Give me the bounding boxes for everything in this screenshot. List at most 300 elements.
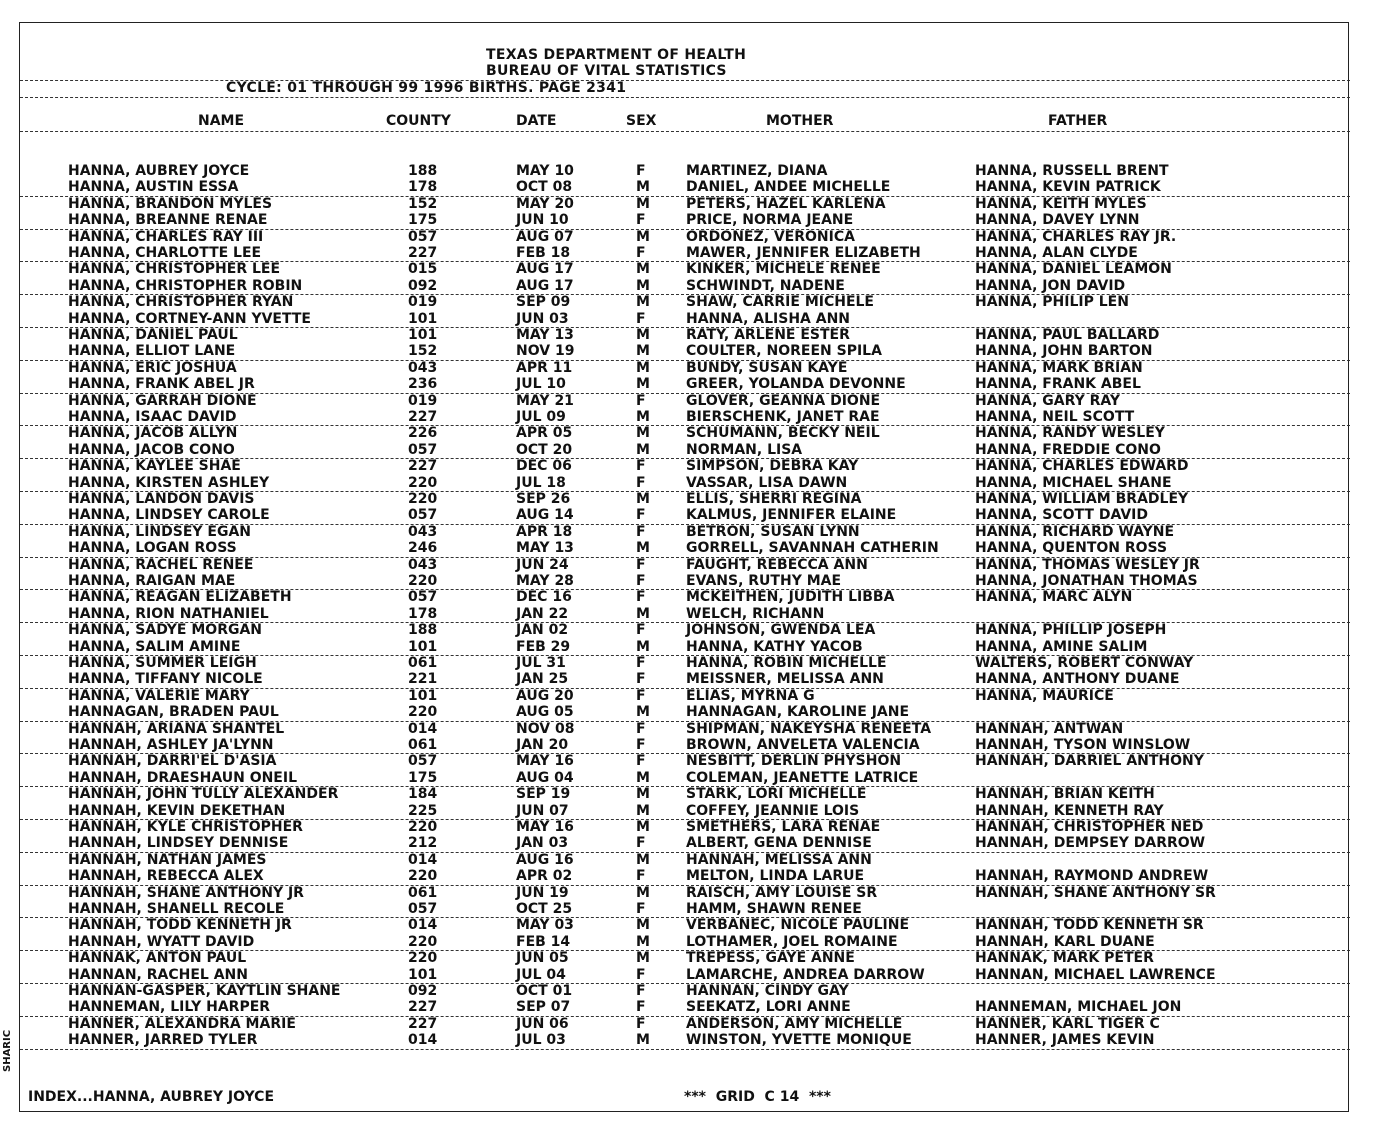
cell-county: 178: [408, 605, 438, 622]
cell-sex: F: [636, 999, 646, 1016]
table-row: [20, 343, 1350, 360]
cell-county: 227: [408, 409, 438, 425]
cell-father: HANNA, NEIL SCOTT: [975, 409, 1135, 425]
table-row: [20, 770, 1350, 787]
cell-sex: F: [636, 655, 646, 671]
cell-name: HANNA, SADYE MORGAN: [68, 622, 263, 639]
cell-mother: TREPESS, GAYE ANNE: [686, 950, 855, 967]
cell-name: HANNA, AUBREY JOYCE: [68, 163, 250, 179]
cell-name: HANNA, KIRSTEN ASHLEY: [68, 474, 270, 491]
cell-date: JAN 22: [516, 605, 569, 622]
table-row: [20, 655, 1350, 671]
cell-sex: M: [636, 277, 650, 294]
cell-sex: F: [636, 163, 646, 179]
cell-father: HANNAH, RAYMOND ANDREW: [975, 868, 1209, 885]
cell-father: HANNA, PHILLIP JOSEPH: [975, 622, 1167, 639]
cell-county: 043: [408, 523, 438, 540]
table-row: [20, 458, 1350, 474]
cell-county: 178: [408, 179, 438, 196]
cell-name: HANNAH, ARIANA SHANTEL: [68, 720, 285, 737]
cell-date: OCT 20: [516, 441, 573, 458]
cell-father: HANNA, JON DAVID: [975, 277, 1126, 294]
table-row: [20, 721, 1350, 737]
cell-name: HANNAGAN, BRADEN PAUL: [68, 704, 279, 721]
cell-name: HANNA, TIFFANY NICOLE: [68, 671, 263, 688]
cell-mother: ANDERSON, AMY MICHELLE: [686, 1015, 903, 1032]
cell-mother: ELLIS, SHERRI REGINA: [686, 491, 862, 507]
cell-county: 220: [408, 474, 438, 491]
table-row: [20, 163, 1350, 179]
cell-date: MAY 13: [516, 327, 574, 343]
cell-mother: MCKEITHEN, JUDITH LIBBA: [686, 589, 895, 606]
cell-mother: NESBITT, DERLIN PHYSHON: [686, 753, 902, 770]
cell-county: 057: [408, 441, 438, 458]
cell-mother: MAWER, JENNIFER ELIZABETH: [686, 245, 921, 261]
cell-county: 246: [408, 540, 438, 557]
cell-father: HANNA, SCOTT DAVID: [975, 507, 1148, 524]
grid-label: *** GRID C 14 ***: [684, 1089, 831, 1105]
cell-mother: SHAW, CARRIE MICHELE: [686, 294, 874, 311]
cell-father: HANNA, WILLIAM BRADLEY: [975, 491, 1189, 507]
cell-date: FEB 18: [516, 245, 571, 261]
cell-mother: COLEMAN, JEANETTE LATRICE: [686, 769, 919, 786]
cell-date: FEB 29: [516, 638, 571, 655]
cell-sex: M: [636, 179, 650, 196]
cell-sex: M: [636, 376, 650, 393]
table-row: [20, 589, 1350, 605]
cell-sex: M: [636, 704, 650, 721]
column-header-father: FATHER: [1048, 113, 1108, 129]
cell-date: NOV 08: [516, 720, 575, 737]
cell-mother: ELIAS, MYRNA G: [686, 687, 815, 704]
table-row: [20, 540, 1350, 557]
cell-county: 188: [408, 163, 438, 179]
divider: [20, 80, 1350, 81]
cell-sex: M: [636, 819, 650, 835]
cell-date: JAN 02: [516, 622, 569, 639]
cell-county: 092: [408, 983, 438, 999]
cell-date: MAY 20: [516, 195, 574, 212]
cell-father: HANNA, MARK BRIAN: [975, 359, 1143, 376]
cell-county: 220: [408, 491, 438, 507]
cell-county: 227: [408, 999, 438, 1016]
cell-name: HANNA, REAGAN ELIZABETH: [68, 589, 292, 606]
cell-mother: PRICE, NORMA JEANE: [686, 212, 854, 229]
cell-date: JAN 20: [516, 737, 569, 753]
table-row: [20, 950, 1350, 966]
cell-father: HANNA, ALAN CLYDE: [975, 245, 1138, 261]
cell-father: HANNAN, MICHAEL LAWRENCE: [975, 966, 1216, 983]
cell-mother: BIERSCHENK, JANET RAE: [686, 409, 880, 425]
cell-name: HANNAH, ASHLEY JA'LYNN: [68, 737, 274, 753]
cell-sex: M: [636, 441, 650, 458]
cell-father: HANNA, AMINE SALIM: [975, 638, 1148, 655]
cell-county: 019: [408, 392, 438, 409]
cell-mother: STARK, LORI MICHELLE: [686, 786, 867, 803]
cell-date: MAY 16: [516, 753, 574, 770]
cell-county: 101: [408, 638, 438, 655]
cell-name: HANNER, JARRED TYLER: [68, 1032, 258, 1049]
cell-mother: HANNAGAN, KAROLINE JANE: [686, 704, 910, 721]
table-row: [20, 753, 1350, 769]
cell-county: 057: [408, 228, 438, 245]
table-row: [20, 737, 1350, 754]
cell-father: HANNER, KARL TIGER C: [975, 1015, 1160, 1032]
cell-county: 057: [408, 589, 438, 606]
cell-sex: F: [636, 753, 646, 770]
cell-mother: LOTHAMER, JOEL ROMAINE: [686, 933, 898, 950]
cell-county: 014: [408, 917, 438, 934]
cell-county: 152: [408, 195, 438, 212]
cell-father: HANNA, QUENTON ROSS: [975, 540, 1168, 557]
cell-sex: F: [636, 671, 646, 688]
cell-father: HANNA, KEITH MYLES: [975, 195, 1147, 212]
cell-sex: F: [636, 392, 646, 409]
cell-date: JUN 05: [516, 950, 569, 967]
cell-county: 175: [408, 769, 438, 786]
cell-name: HANNAN, RACHEL ANN: [68, 966, 248, 983]
cell-father: HANNA, GARY RAY: [975, 392, 1121, 409]
cell-name: HANNAH, NATHAN JAMES: [68, 851, 267, 868]
cell-sex: M: [636, 195, 650, 212]
table-row: [20, 606, 1350, 623]
cell-county: 061: [408, 884, 438, 901]
cell-father: HANNAH, ANTWAN: [975, 720, 1124, 737]
cell-sex: M: [636, 769, 650, 786]
cell-date: JUL 04: [516, 966, 566, 983]
table-row: [20, 311, 1350, 328]
table-row: [20, 983, 1350, 999]
cell-date: MAY 13: [516, 540, 574, 557]
cell-sex: F: [636, 556, 646, 573]
cell-name: HANNA, SALIM AMINE: [68, 638, 241, 655]
table-row: [20, 573, 1350, 590]
table-row: [20, 704, 1350, 721]
cell-date: AUG 17: [516, 277, 574, 294]
cell-name: HANNA, RAIGAN MAE: [68, 573, 236, 589]
cell-mother: MELTON, LINDA LARUE: [686, 868, 865, 885]
cell-county: 014: [408, 1032, 438, 1049]
cell-mother: EVANS, RUTHY MAE: [686, 573, 842, 589]
table-row: [20, 425, 1350, 441]
cell-father: HANNA, JOHN BARTON: [975, 343, 1153, 360]
cell-date: JUN 24: [516, 556, 569, 573]
table-row: [20, 852, 1350, 868]
cell-father: HANNA, JONATHAN THOMAS: [975, 573, 1198, 589]
cell-date: AUG 17: [516, 261, 574, 278]
cell-name: HANNA, ERIC JOSHUA: [68, 359, 237, 376]
cell-name: HANNA, GARRAH DIONE: [68, 392, 257, 409]
cell-mother: SEEKATZ, LORI ANNE: [686, 999, 851, 1016]
cell-mother: VASSAR, LISA DAWN: [686, 474, 848, 491]
cell-father: HANNA, CHARLES EDWARD: [975, 458, 1189, 475]
cell-date: JUL 31: [516, 655, 566, 671]
cell-date: JUL 18: [516, 474, 566, 491]
cell-name: HANNAH, JOHN TULLY ALEXANDER: [68, 786, 339, 803]
cell-father: HANNA, RUSSELL BRENT: [975, 163, 1169, 179]
cell-father: HANNA, DAVEY LYNN: [975, 212, 1140, 229]
cell-mother: VERBANEC, NICOLE PAULINE: [686, 917, 910, 934]
cell-name: HANNA, RACHEL RENEE: [68, 556, 254, 573]
table-row: [20, 835, 1350, 852]
cell-sex: M: [636, 802, 650, 819]
cell-mother: HANNA, KATHY YACOB: [686, 638, 863, 655]
cell-father: WALTERS, ROBERT CONWAY: [975, 655, 1194, 671]
cell-mother: SMETHERS, LARA RENAE: [686, 819, 881, 835]
cell-sex: M: [636, 933, 650, 950]
table-row: [20, 475, 1350, 492]
cell-sex: F: [636, 737, 646, 753]
cell-sex: M: [636, 327, 650, 343]
cell-county: 057: [408, 507, 438, 524]
cell-father: HANNAH, BRIAN KEITH: [975, 786, 1155, 803]
divider: [20, 131, 1350, 132]
cell-county: 227: [408, 1015, 438, 1032]
cell-county: 225: [408, 802, 438, 819]
column-header-date: DATE: [516, 113, 557, 129]
cell-sex: M: [636, 1032, 650, 1049]
cell-county: 092: [408, 277, 438, 294]
cell-name: HANNA, KAYLEE SHAE: [68, 458, 241, 475]
cell-father: HANNAK, MARK PETER: [975, 950, 1154, 967]
table-row: [20, 967, 1350, 984]
cell-name: HANNA, DANIEL PAUL: [68, 327, 238, 343]
cell-father: HANNA, MARC ALYN: [975, 589, 1133, 606]
cell-sex: M: [636, 228, 650, 245]
cell-father: HANNAH, DARRIEL ANTHONY: [975, 753, 1204, 770]
table-row: [20, 934, 1350, 951]
cell-father: HANNAH, KENNETH RAY: [975, 802, 1164, 819]
cell-date: APR 02: [516, 868, 573, 885]
cell-date: MAY 16: [516, 819, 574, 835]
cell-sex: F: [636, 687, 646, 704]
cell-father: HANNA, PHILIP LEN: [975, 294, 1129, 311]
cell-sex: F: [636, 1015, 646, 1032]
cell-name: HANNA, CORTNEY-ANN YVETTE: [68, 310, 311, 327]
cell-county: 019: [408, 294, 438, 311]
cell-date: JAN 03: [516, 835, 569, 852]
cell-mother: SCHWINDT, NADENE: [686, 277, 845, 294]
cell-father: HANNAH, CHRISTOPHER NED: [975, 819, 1204, 835]
cell-father: HANNA, FREDDIE CONO: [975, 441, 1161, 458]
cell-date: JUN 10: [516, 212, 569, 229]
table-row: [20, 245, 1350, 262]
cell-father: HANNAH, TYSON WINSLOW: [975, 737, 1191, 753]
cell-sex: M: [636, 638, 650, 655]
cell-father: HANNEMAN, MICHAEL JON: [975, 999, 1182, 1016]
cell-date: MAY 03: [516, 917, 574, 934]
cell-mother: NORMAN, LISA: [686, 441, 803, 458]
cell-name: HANNA, FRANK ABEL JR: [68, 376, 255, 393]
cell-sex: F: [636, 573, 646, 589]
cell-county: 061: [408, 655, 438, 671]
table-row: [20, 557, 1350, 573]
table-row: [20, 622, 1350, 638]
cell-date: DEC 16: [516, 589, 572, 606]
cell-county: 101: [408, 327, 438, 343]
cell-date: AUG 07: [516, 228, 574, 245]
cell-county: 101: [408, 966, 438, 983]
cell-mother: LAMARCHE, ANDREA DARROW: [686, 966, 925, 983]
table-row: [20, 671, 1350, 688]
cell-county: 220: [408, 704, 438, 721]
cell-mother: ALBERT, GENA DENNISE: [686, 835, 872, 852]
cell-father: HANNA, PAUL BALLARD: [975, 327, 1160, 343]
table-row: [20, 409, 1350, 426]
cell-sex: F: [636, 835, 646, 852]
table-row: [20, 212, 1350, 229]
table-row: [20, 803, 1350, 820]
cell-mother: SHIPMAN, NAKEYSHA RENEETA: [686, 720, 932, 737]
cell-mother: SCHUMANN, BECKY NEIL: [686, 425, 880, 442]
cell-county: 101: [408, 687, 438, 704]
report-cycle-line: CYCLE: 01 THROUGH 99 1996 BIRTHS. PAGE 2341: [226, 80, 627, 96]
cell-county: 236: [408, 376, 438, 393]
column-header-mother: MOTHER: [766, 113, 834, 129]
table-row: [20, 442, 1350, 459]
report-page: [19, 22, 1349, 1112]
cell-name: HANNA, BREANNE RENAE: [68, 212, 268, 229]
cell-date: SEP 26: [516, 491, 571, 507]
table-row: [20, 885, 1350, 901]
table-row: [20, 639, 1350, 656]
cell-county: 057: [408, 753, 438, 770]
cell-name: HANNA, LINDSEY EGAN: [68, 523, 252, 540]
cell-date: SEP 09: [516, 294, 571, 311]
cell-mother: RAISCH, AMY LOUISE SR: [686, 884, 878, 901]
cell-name: HANNAK, ANTON PAUL: [68, 950, 247, 967]
cell-county: 101: [408, 310, 438, 327]
cell-name: HANNAH, SHANE ANTHONY JR: [68, 884, 304, 901]
cell-date: MAY 28: [516, 573, 574, 589]
cell-name: HANNA, CHRISTOPHER ROBIN: [68, 277, 303, 294]
cell-name: HANNA, CHRISTOPHER LEE: [68, 261, 281, 278]
cell-name: HANNAH, KEVIN DEKETHAN: [68, 802, 286, 819]
cell-county: 061: [408, 737, 438, 753]
cell-sex: F: [636, 589, 646, 606]
table-row: [20, 229, 1350, 245]
cell-sex: F: [636, 622, 646, 639]
cell-name: HANNEMAN, LILY HARPER: [68, 999, 271, 1016]
cell-date: OCT 08: [516, 179, 573, 196]
cell-name: HANNA, RION NATHANIEL: [68, 605, 269, 622]
cell-county: 015: [408, 261, 438, 278]
cell-name: HANNAH, LINDSEY DENNISE: [68, 835, 289, 852]
cell-name: HANNA, CHARLES RAY III: [68, 228, 264, 245]
cell-date: JUN 19: [516, 884, 569, 901]
cell-sex: F: [636, 310, 646, 327]
cell-name: HANNAH, DRAESHAUN ONEIL: [68, 769, 298, 786]
cell-name: HANNA, VALERIE MARY: [68, 687, 250, 704]
cell-sex: M: [636, 540, 650, 557]
cell-mother: GORRELL, SAVANNAH CATHERIN: [686, 540, 939, 557]
cell-name: HANNAH, TODD KENNETH JR: [68, 917, 292, 934]
cell-county: 043: [408, 556, 438, 573]
table-row: [20, 917, 1350, 933]
cell-county: 220: [408, 933, 438, 950]
cell-date: FEB 14: [516, 933, 571, 950]
cell-date: AUG 14: [516, 507, 574, 524]
index-label: INDEX...HANNA, AUBREY JOYCE: [28, 1089, 275, 1105]
cell-county: 152: [408, 343, 438, 360]
cell-sex: F: [636, 523, 646, 540]
cell-date: MAY 10: [516, 163, 574, 179]
cell-county: 184: [408, 786, 438, 803]
cell-name: HANNA, LINDSEY CAROLE: [68, 507, 270, 524]
table-row: [20, 393, 1350, 409]
cell-father: HANNAH, TODD KENNETH SR: [975, 917, 1204, 934]
report-title: TEXAS DEPARTMENT OF HEALTH: [486, 47, 747, 63]
cell-father: HANNA, THOMAS WESLEY JR: [975, 556, 1200, 573]
cell-date: MAY 21: [516, 392, 574, 409]
cell-name: HANNER, ALEXANDRA MARIE: [68, 1015, 296, 1032]
cell-father: HANNA, RANDY WESLEY: [975, 425, 1165, 442]
cell-name: HANNA, CHARLOTTE LEE: [68, 245, 262, 261]
cell-sex: F: [636, 458, 646, 475]
table-row: [20, 261, 1350, 277]
cell-sex: M: [636, 605, 650, 622]
cell-date: APR 05: [516, 425, 573, 442]
cell-mother: ORDONEZ, VERONICA: [686, 228, 855, 245]
cell-mother: HANNAN, CINDY GAY: [686, 983, 849, 999]
cell-father: HANNA, KEVIN PATRICK: [975, 179, 1161, 196]
cell-sex: F: [636, 720, 646, 737]
cell-mother: KINKER, MICHELE RENEE: [686, 261, 881, 278]
cell-date: JUL 10: [516, 376, 566, 393]
divider: [20, 97, 1350, 98]
cell-mother: COULTER, NOREEN SPILA: [686, 343, 882, 360]
cell-date: OCT 01: [516, 983, 573, 999]
cell-name: HANNA, ELLIOT LANE: [68, 343, 236, 360]
cell-father: HANNAH, DEMPSEY DARROW: [975, 835, 1206, 852]
cell-name: HANNA, JACOB CONO: [68, 441, 235, 458]
table-row: [20, 491, 1350, 507]
table-row: [20, 1032, 1350, 1049]
cell-date: NOV 19: [516, 343, 575, 360]
cell-sex: M: [636, 917, 650, 934]
cell-mother: HANNA, ALISHA ANN: [686, 310, 851, 327]
cell-date: APR 18: [516, 523, 573, 540]
cell-sex: F: [636, 901, 646, 917]
cell-county: 014: [408, 720, 438, 737]
cell-mother: HANNAH, MELISSA ANN: [686, 851, 872, 868]
cell-sex: M: [636, 261, 650, 278]
table-row: [20, 901, 1350, 918]
column-header-sex: SEX: [626, 113, 657, 129]
cell-mother: SIMPSON, DEBRA KAY: [686, 458, 859, 475]
table-row: [20, 524, 1350, 540]
cell-mother: KALMUS, JENNIFER ELAINE: [686, 507, 897, 524]
cell-sex: F: [636, 212, 646, 229]
report-subtitle: BUREAU OF VITAL STATISTICS: [486, 63, 727, 79]
cell-name: HANNAH, KYLE CHRISTOPHER: [68, 819, 303, 835]
cell-date: JAN 25: [516, 671, 569, 688]
cell-father: HANNAH, SHANE ANTHONY SR: [975, 884, 1216, 901]
table-row: [20, 294, 1350, 310]
cell-county: 226: [408, 425, 438, 442]
cell-sex: M: [636, 950, 650, 967]
cell-date: AUG 05: [516, 704, 574, 721]
cell-mother: GREER, YOLANDA DEVONNE: [686, 376, 906, 393]
table-row: [20, 196, 1350, 212]
side-label: SHARIC: [2, 1029, 13, 1072]
cell-date: APR 11: [516, 359, 573, 376]
cell-mother: WINSTON, YVETTE MONIQUE: [686, 1032, 912, 1049]
cell-sex: F: [636, 868, 646, 885]
cell-mother: DANIEL, ANDEE MICHELLE: [686, 179, 891, 196]
cell-mother: FAUGHT, REBECCA ANN: [686, 556, 868, 573]
cell-date: AUG 16: [516, 851, 574, 868]
